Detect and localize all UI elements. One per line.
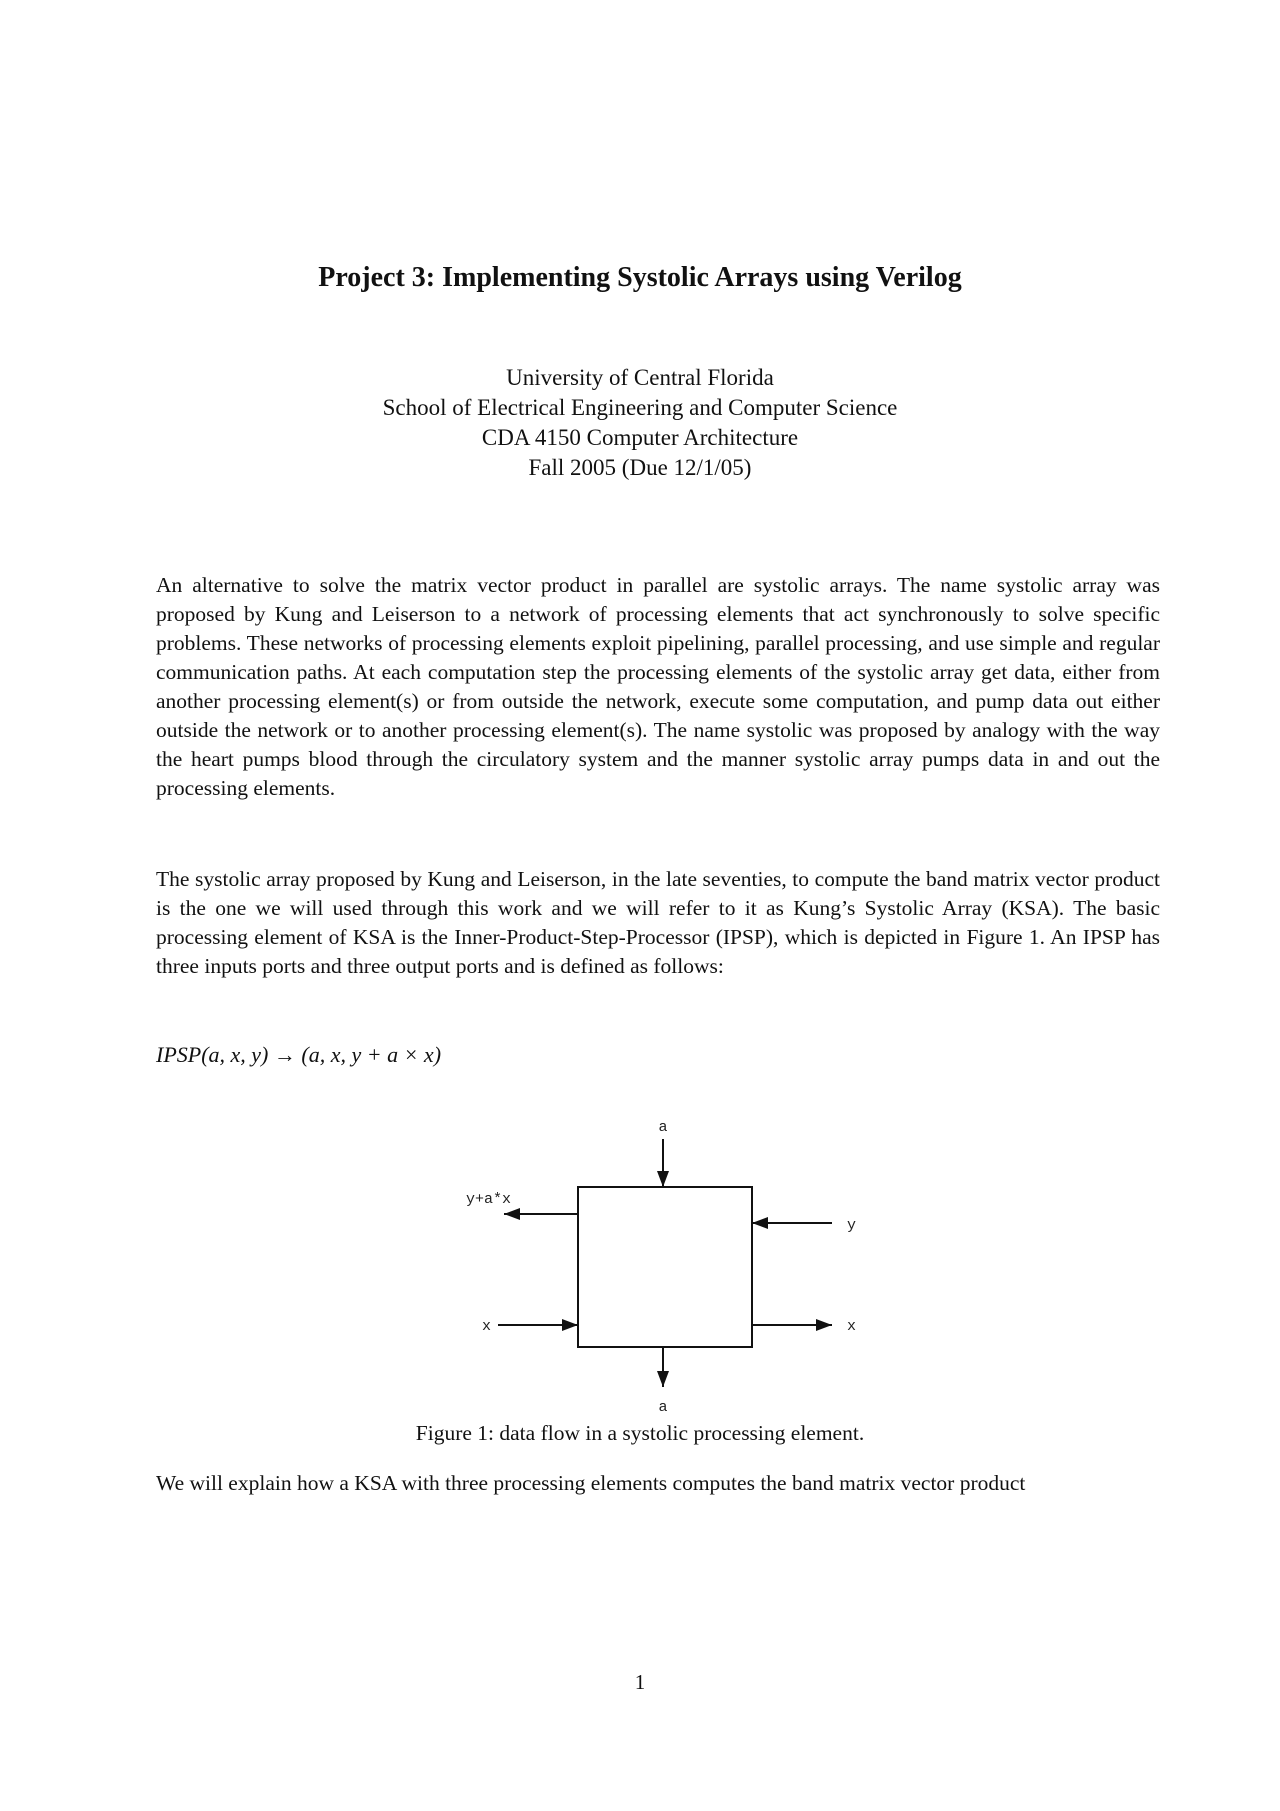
label-y-in: y [847, 1217, 857, 1234]
label-y-out: y+a*x [466, 1191, 512, 1208]
paragraph-intro: An alternative to solve the matrix vector product in parallel are systolic arrays. The name systolic array was proposed by Kung and Leiserson to a network of processing elements that act synchronously to solve specific problems. These networks of processing elements exploit pipelining, parallel processing, and use simple and regular communication paths. At each computation step the processing elements of the systolic array get data, either from another processing element(s) or from outside the network, execute some computation, and pump data out either outside the network or to another processing element(s). The name systolic was proposed by analogy with the way the heart pumps blood through the circulatory system and the manner systolic array pumps data in and out the processing elements. [156, 573, 1160, 800]
label-a-in: a [658, 1119, 668, 1136]
affiliation-school: School of Electrical Engineering and Computer Science [382, 395, 898, 420]
paragraph-closing: We will explain how a KSA with three processing elements computes the band matrix vector product [156, 1471, 1026, 1495]
document-title: Project 3: Implementing Systolic Arrays using Verilog [318, 262, 962, 293]
page-number: 1 [634, 1670, 646, 1694]
affiliation-course: CDA 4150 Computer Architecture [481, 425, 799, 450]
processing-element-box [578, 1187, 752, 1347]
label-x-in: x [482, 1318, 492, 1335]
label-x-out: x [847, 1318, 857, 1335]
ipsp-formula: IPSP(a, x, y) → (a, x, y + a × x) [156, 1042, 442, 1067]
figure-caption: Figure 1: data flow in a systolic processing element. [415, 1421, 865, 1445]
paragraph-ksa: The systolic array proposed by Kung and Leiserson, in the late seventies, to compute the band matrix vector product is the one we will used through this work and we will refer to it as Kung’s Systolic Array (KSA). The basic processing element of KSA is the Inner-Product-Step-Processor (IPSP), which is depicted in Figure 1. An IPSP has three inputs ports and three output ports and is defined as follows: [156, 867, 1160, 978]
label-a-out: a [658, 1399, 668, 1416]
affiliation-term: Fall 2005 (Due 12/1/05) [528, 455, 752, 480]
affiliation-university: University of Central Florida [506, 365, 774, 390]
